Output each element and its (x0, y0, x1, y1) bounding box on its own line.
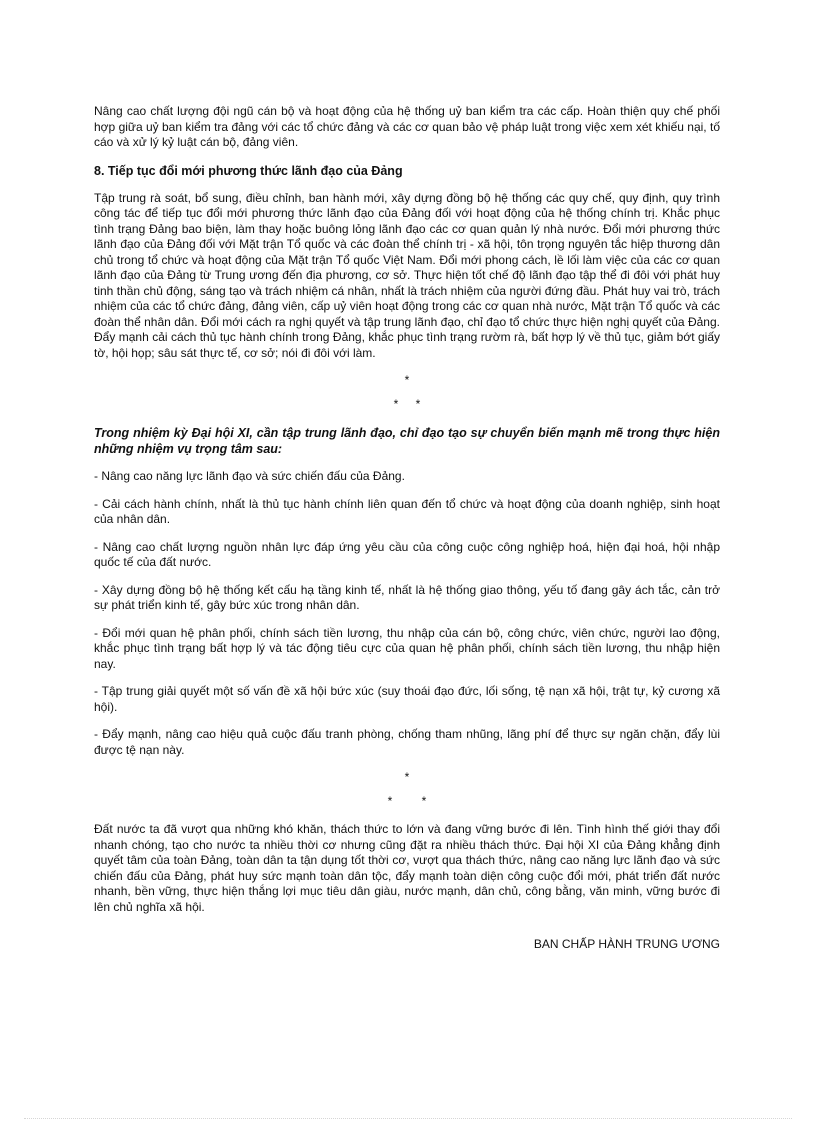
tasks-lead: Trong nhiệm kỳ Đại hội XI, cần tập trung lãnh đạo, chỉ đạo tạo sự chuyển biến mạnh mẽ trong thực hiện những nhiệm vụ trọng tâm sau: (94, 426, 720, 456)
separator-star-top: * (404, 770, 410, 784)
task-item: - Cải cách hành chính, nhất là thủ tục hành chính liên quan đến tổ chức và hoạt động của doanh nghiệp, sinh hoạt của nhân dân. (94, 496, 720, 526)
task-item: - Đẩy mạnh, nâng cao hiệu quả cuộc đấu tranh phòng, chống tham nhũng, lãng phí để thực sự ngăn chặn, đẩy lùi được tệ nạn này. (94, 727, 720, 757)
kiem-tra-paragraph: Nâng cao chất lượng đội ngũ cán bộ và hoạt động của hệ thống uỷ ban kiểm tra các cấp. Hoàn thiện quy chế phối hợp giữa uỷ ban kiểm tra đảng với các tổ chức đảng và các cơ quan bảo vệ pháp luật trong việc xem xét khiếu nại, tố cáo và xử lý kỷ luật cán bộ, đảng viên. (94, 104, 720, 149)
conclusion-paragraph: Đất nước ta đã vượt qua những khó khăn, thách thức to lớn và đang vững bước đi lên. Tình hình thế giới thay đổi nhanh chóng, tạo cho nước ta nhiều thời cơ nhưng cũng đặt ra nhiều thách thức. Đại hội XI của Đảng khẳng định quyết tâm của toàn Đảng, toàn dân ta tận dụng tốt thời cơ, vượt qua thách thức, nâng cao năng lực lãnh đạo và sức chiến đấu của Đảng, phát huy sức mạnh toàn dân tộc, đẩy mạnh toàn diện công cuộc đổi mới, phát triển đất nước nhanh, bền vững, thực hiện thắng lợi mục tiêu dân giàu, nước mạnh, dân chủ, công bằng, văn minh, vững bước đi lên chủ nghĩa xã hội. (94, 822, 720, 914)
task-item: - Nâng cao chất lượng nguồn nhân lực đáp ứng yêu cầu của công cuộc công nghiệp hoá, hiện đại hoá, hội nhập quốc tế của đất nước. (94, 539, 720, 569)
separator-star-bottom: * * (393, 397, 421, 411)
section-8-paragraph: Tập trung rà soát, bổ sung, điều chỉnh, ban hành mới, xây dựng đồng bộ hệ thống các quy chế, quy định, quy trình công tác để tiếp tục đổi mới phương thức lãnh đạo của Đảng đối với hoạt động của hệ thống chính trị. Khắc phục tình trạng Đảng bao biện, làm thay hoặc buông lỏng lãnh đạo các cơ quan quản lý nhà nước. Đổi mới phương thức lãnh đạo của Đảng đối với Mặt trận Tổ quốc và các đoàn thể chính trị - xã hội, tôn trọng nguyên tắc hiệp thương dân chủ trong tổ chức và hoạt động của Mặt trận Tổ quốc Việt Nam. Đổi mới phong cách, lề lối làm việc của các cơ quan lãnh đạo của Đảng từ Trung ương đến địa phương, cơ sở. Thực hiện tốt chế độ lãnh đạo tập thể đi đôi với phát huy tinh thần chủ động, sáng tạo và trách nhiệm cá nhân, nhất là trách nhiệm của người đứng đầu. Phát huy vai trò, trách nhiệm của các tổ chức đảng, đảng viên, cấp uỷ viên hoạt động trong các cơ quan nhà nước, Mặt trận Tổ quốc và các đoàn thể nhân dân. Đổi mới cách ra nghị quyết và tập trung lãnh đạo, chỉ đạo tổ chức thực hiện nghị quyết của Đảng. Đẩy mạnh cải cách thủ tục hành chính trong Đảng, khắc phục tình trạng rườm rà, bất hợp lý về thủ tục, giảm bớt giấy tờ, hội họp; sâu sát thực tế, cơ sở; nói đi đôi với làm. (94, 190, 720, 360)
task-item: - Tập trung giải quyết một số vấn đề xã hội bức xúc (suy thoái đạo đức, lối sống, tệ nạn xã hội, trật tự, kỷ cương xã hội). (94, 684, 720, 714)
task-item: - Nâng cao năng lực lãnh đạo và sức chiến đấu của Đảng. (94, 469, 405, 483)
separator-star-bottom: * * (387, 794, 427, 808)
signature: BAN CHẤP HÀNH TRUNG ƯƠNG (533, 937, 720, 951)
task-item: - Xây dựng đồng bộ hệ thống kết cấu hạ tầng kinh tế, nhất là hệ thống giao thông, yếu tố đang gây ách tắc, cản trở sự phát triển kinh tế, gây bức xúc trong nhân dân. (94, 582, 720, 612)
document-page (94, 104, 720, 951)
section-8-heading: 8. Tiếp tục đổi mới phương thức lãnh đạo của Đảng (94, 163, 403, 178)
page-bottom-divider (24, 1118, 792, 1119)
separator-star-top: * (404, 373, 410, 387)
task-item: - Đổi mới quan hệ phân phối, chính sách tiền lương, thu nhập của cán bộ, công chức, viên chức, người lao động, khắc phục tình trạng bất hợp lý và tác động tiêu cực của quan hệ phân phối, chính sách tiền lương, thu nhập hiện nay. (94, 625, 720, 671)
